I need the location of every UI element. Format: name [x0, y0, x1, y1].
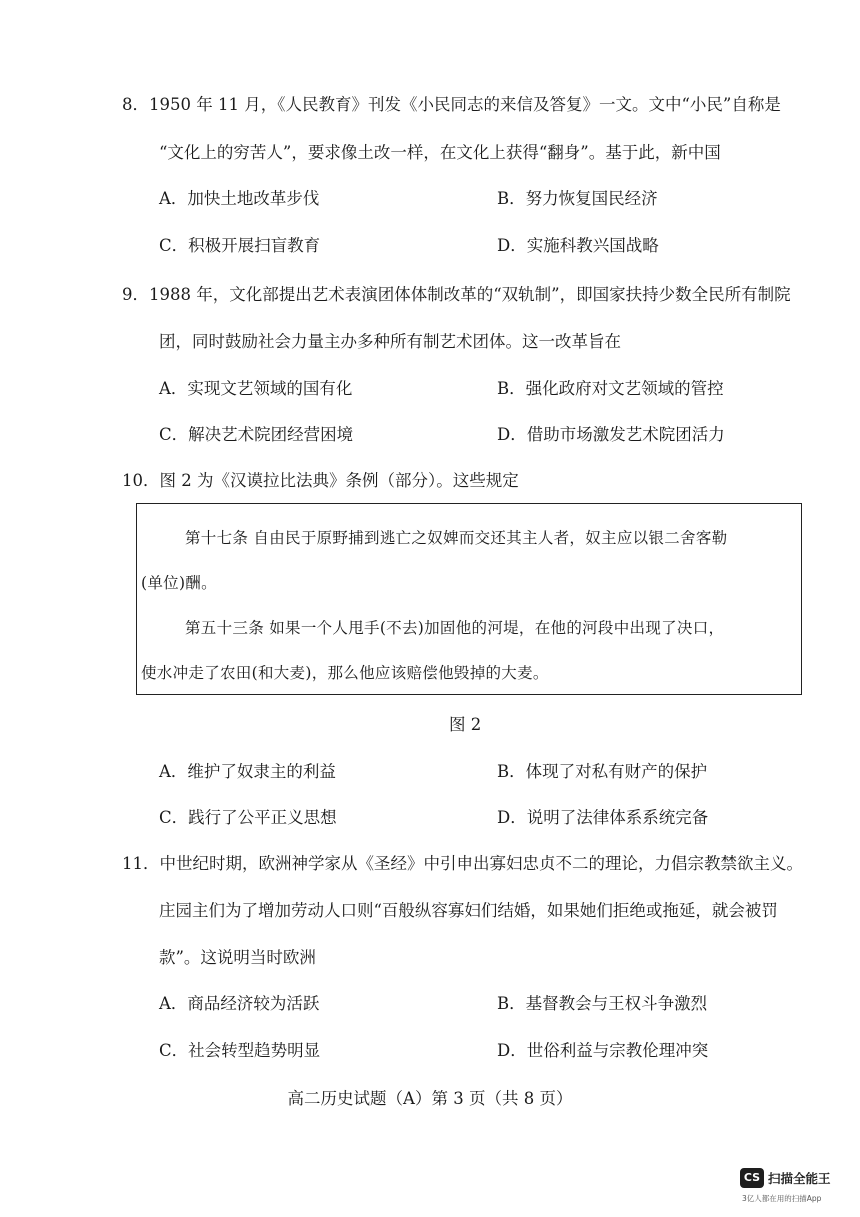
scanner-watermark [740, 1168, 850, 1208]
q9-option-a: A．实现文艺领域的国有化 [159, 379, 353, 398]
q9-stem-line1: 9．1988 年，文化部提出艺术表演团体体制改革的“双轨制”，即国家扶持少数全民所有制院 [122, 285, 791, 304]
figure-article-17-line2: (单位)酬。 [141, 574, 217, 592]
page-footer: 高二历史试题（A）第 3 页（共 8 页） [287, 1089, 573, 1108]
q8-stem-line1: 8．1950 年 11 月，《人民教育》刊发《小民同志的来信及答复》一文。文中“小民”自称是 [122, 95, 781, 114]
q8-stem-line2: “文化上的穷苦人”，要求像土改一样，在文化上获得“翻身”。基于此，新中国 [159, 143, 721, 162]
q10-option-b: B．体现了对私有财产的保护 [497, 762, 708, 781]
q11-option-c: C．社会转型趋势明显 [159, 1041, 321, 1060]
q8-option-a: A．加快土地改革步伐 [159, 189, 320, 208]
q11-option-d: D．世俗利益与宗教伦理冲突 [497, 1041, 709, 1060]
q10-option-a: A．维护了奴隶主的利益 [159, 762, 336, 781]
camscanner-logo-icon: CS [740, 1168, 764, 1188]
figure-2-box [136, 503, 802, 695]
q9-option-c: C．解决艺术院团经营困境 [159, 425, 354, 444]
scanner-app-name: 扫描全能王 [768, 1171, 831, 1186]
q10-stem-line1: 10．图 2 为《汉谟拉比法典》条例（部分）。这些规定 [122, 471, 519, 490]
q8-option-b: B．努力恢复国民经济 [497, 189, 658, 208]
q8-option-d: D．实施科教兴国战略 [497, 236, 659, 255]
q8-option-c: C．积极开展扫盲教育 [159, 236, 321, 255]
q10-option-d: D．说明了法律体系系统完备 [497, 808, 709, 827]
figure-article-17-line1: 第十七条 自由民于原野捕到逃亡之奴婢而交还其主人者，奴主应以银二舍客勒 [185, 529, 728, 547]
figure-2-caption: 图 2 [449, 715, 482, 734]
q9-option-b: B．强化政府对文艺领域的管控 [497, 379, 724, 398]
q9-option-d: D．借助市场激发艺术院团活力 [497, 425, 725, 444]
scanner-tagline: 3亿人都在用的扫描App [742, 1194, 822, 1203]
q11-stem-line1: 11．中世纪时期，欧洲神学家从《圣经》中引申出寡妇忠贞不二的理论，力倡宗教禁欲主义。 [122, 854, 803, 873]
q11-option-b: B．基督教会与王权斗争激烈 [497, 994, 708, 1013]
q11-stem-line2: 庄园主们为了增加劳动人口则“百般纵容寡妇们结婚，如果她们拒绝或拖延，就会被罚 [159, 901, 778, 920]
q11-option-a: A．商品经济较为活跃 [159, 994, 320, 1013]
q9-stem-line2: 团，同时鼓励社会力量主办多种所有制艺术团体。这一改革旨在 [159, 332, 621, 351]
figure-article-53-line1: 第五十三条 如果一个人甩手(不去)加固他的河堤，在他的河段中出现了决口， [185, 619, 725, 637]
q11-stem-line3: 款”。这说明当时欧洲 [159, 948, 316, 967]
figure-article-53-line2: 使水冲走了农田(和大麦)，那么他应该赔偿他毁掉的大麦。 [141, 664, 549, 682]
q10-option-c: C．践行了公平正义思想 [159, 808, 337, 827]
